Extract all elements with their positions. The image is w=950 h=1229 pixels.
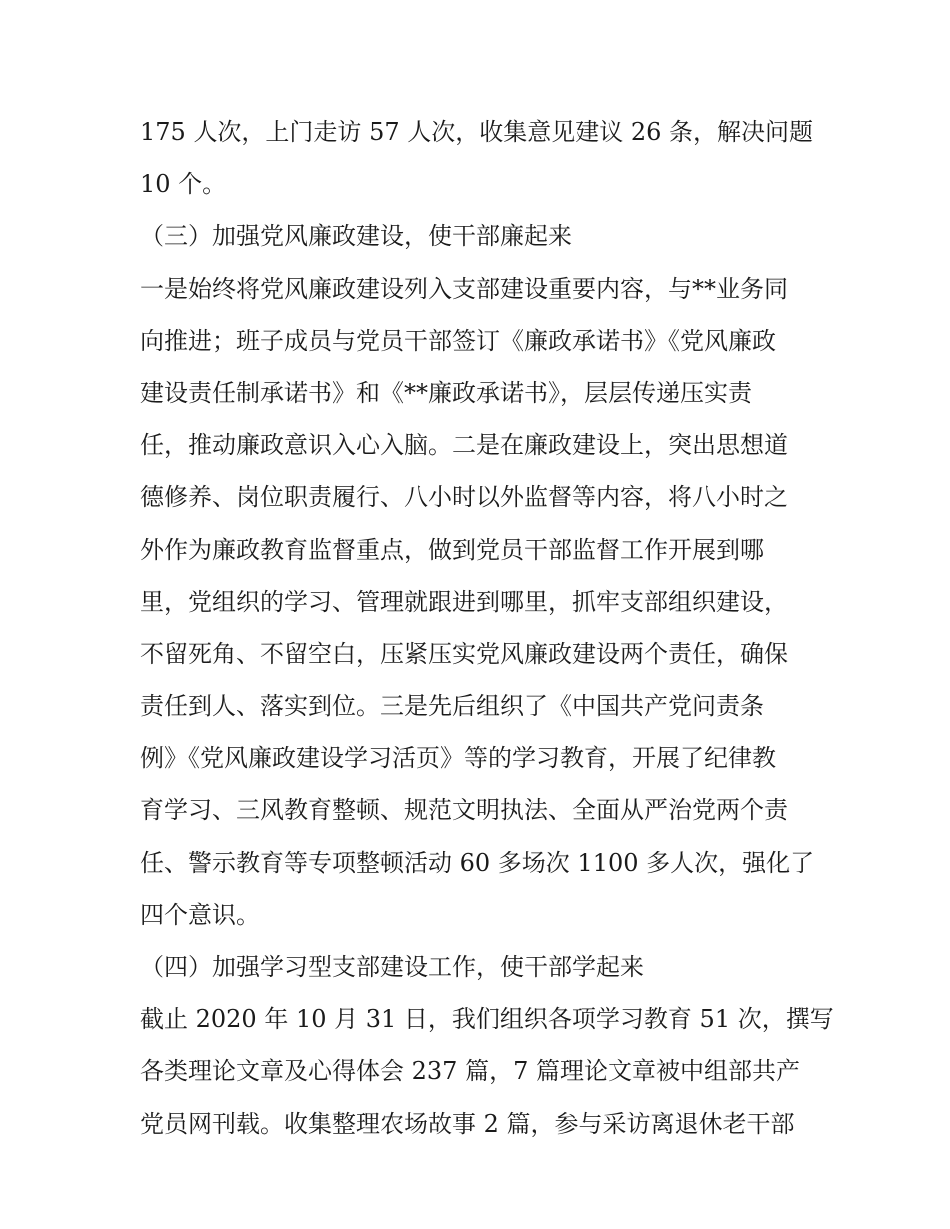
text-line: 四个意识。 xyxy=(140,900,260,929)
text-line: 里，党组织的学习、管理就跟进到哪里，抓牢支部组织建设， xyxy=(140,587,788,616)
text-line: 一是始终将党风廉政建设列入支部建设重要内容，与**业务同 xyxy=(140,274,788,303)
text-line: 10 个。 xyxy=(140,170,227,199)
text-line: 德修养、岗位职责履行、八小时以外监督等内容，将八小时之 xyxy=(140,483,788,512)
text-line: 向推进；班子成员与党员干部签订《廉政承诺书》《党风廉政 xyxy=(140,326,776,355)
text-line: 截止 2020 年 10 月 31 日，我们组织各项学习教育 51 次，撰写 xyxy=(140,1005,834,1034)
text-line: 不留死角、不留空白，压紧压实党风廉政建设两个责任，确保 xyxy=(140,639,788,668)
text-line: 育学习、三风教育整顿、规范文明执法、全面从严治党两个责 xyxy=(140,796,788,825)
text-line: 责任到人、落实到位。三是先后组织了《中国共产党问责条 xyxy=(140,692,764,721)
text-line: 例》《党风廉政建设学习活页》等的学习教育，开展了纪律教 xyxy=(140,744,776,773)
text-line: 党员网刊载。收集整理农场故事 2 篇，参与采访离退休老干部 xyxy=(140,1109,795,1138)
section-heading: （三）加强党风廉政建设，使干部廉起来 xyxy=(140,222,572,251)
text-line: 外作为廉政教育监督重点，做到党员干部监督工作开展到哪 xyxy=(140,535,764,564)
text-line: 各类理论文章及心得体会 237 篇，7 篇理论文章被中组部共产 xyxy=(140,1057,800,1086)
text-line: 175 人次，上门走访 57 人次，收集意见建议 26 条，解决问题 xyxy=(140,118,814,146)
section-heading: （四）加强学习型支部建设工作，使干部学起来 xyxy=(140,953,644,981)
text-line: 任，推动廉政意识入心入脑。二是在廉政建设上，突出思想道 xyxy=(140,431,788,460)
text-line: 任、警示教育等专项整顿活动 60 多场次 1100 多人次，强化了 xyxy=(140,848,815,877)
document-body xyxy=(140,106,834,1150)
text-line: 建设责任制承诺书》和《**廉政承诺书》，层层传递压实责 xyxy=(140,378,752,407)
